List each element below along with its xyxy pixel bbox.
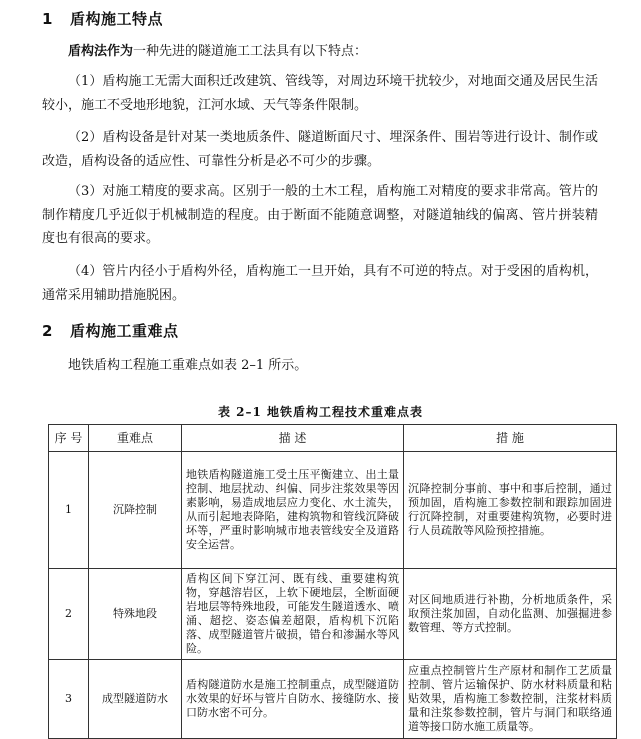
section-1-heading	[42, 8, 163, 29]
row-desc: 盾构区间下穿江河、既有线、重要建构筑物，穿越溶岩区，上软下硬地层，全断面硬岩地层等特殊地段，可能发生隧道透水、喷涌、超挖、姿态偏差超限，盾构机下沉陷落、成型隧道管片破损，错台和渗漏水等风险。	[182, 569, 404, 660]
header-point: 重难点	[89, 425, 182, 452]
section-2-paragraph: 地铁盾构工程施工重难点如表 2–1 所示。	[68, 358, 308, 373]
point-2-paragraph: （2）盾构设备是针对某一类地质条件、隧道断面尺寸、埋深条件、围岩等进行设计、制作或改造，盾构设备的适应性、可靠性分析是必不可少的步骤。	[42, 130, 598, 169]
row-point: 特殊地段	[89, 569, 182, 660]
table-row	[49, 569, 617, 660]
table-caption: 表 2–1 地铁盾构工程技术重难点表	[217, 405, 424, 419]
intro-text: 一种先进的隧道施工工法具有以下特点：	[133, 44, 368, 59]
intro-paragraph	[42, 40, 598, 64]
point-3-paragraph: （3）对施工精度的要求高。区别于一般的土木工程，盾构施工对精度的要求非常高。管片的制作精度几乎近似于机械制造的程度。由于断面不能随意调整，对隧道轴线的偏离、管片拼装精度也有很高的要求。	[42, 184, 598, 246]
intro-lead: 盾构法作为	[68, 44, 134, 59]
section-2-title: 盾构施工重难点	[70, 322, 179, 340]
header-desc: 描 述	[182, 425, 404, 452]
row-measure: 应重点控制管片生产原材和制作工艺质量控制、管片运输保护、防水材料质量和粘贴效果，盾构施工参数控制，注浆材料质量和注浆参数控制，管片与洞门和联络通道等接口防水施工质量等。	[404, 660, 617, 739]
row-no: 3	[49, 660, 89, 739]
row-measure: 对区间地质进行补勘，分析地质条件，采取预注浆加固，自动化监测、加强掘进参数管理、等方式控制。	[404, 569, 617, 660]
section-2-heading	[42, 320, 179, 341]
row-point: 成型隧道防水	[89, 660, 182, 739]
section-1-title: 盾构施工特点	[70, 10, 164, 28]
table-header-row	[49, 425, 617, 452]
row-desc: 地铁盾构隧道施工受土压平衡建立、出土量控制、地层扰动、纠偏、同步注浆效果等因素影响，易造成地层应力变化、水土流失，从而引起地表降陷，建构筑物和管线沉降破坏等，严重时影响城市地表管线安全及道路安全运营。	[182, 452, 404, 569]
section-1-number: 1	[42, 10, 53, 28]
row-no: 1	[49, 452, 89, 569]
table-row	[49, 660, 617, 739]
table-row	[49, 452, 617, 569]
row-measure: 沉降控制分事前、事中和事后控制，通过预加固，盾构施工参数控制和跟踪加固进行沉降控制，对重要建构筑物，必要时进行人员疏散等风险预控措施。	[404, 452, 617, 569]
header-no: 序 号	[49, 425, 89, 452]
point-4-paragraph: （4）管片内径小于盾构外径，盾构施工一旦开始，具有不可逆的特点。对于受困的盾构机，通常采用辅助措施脱困。	[42, 264, 598, 303]
row-point: 沉降控制	[89, 452, 182, 569]
difficulty-table	[48, 424, 617, 739]
row-no: 2	[49, 569, 89, 660]
header-measure: 措 施	[404, 425, 617, 452]
point-1-paragraph: （1）盾构施工无需大面积迁改建筑、管线等，对周边环境干扰较少，对地面交通及居民生活较小，施工不受地形地貌，江河水域、天气等条件限制。	[42, 74, 598, 113]
row-desc: 盾构隧道防水是施工控制重点，成型隧道防水效果的好坏与管片自防水、接缝防水、接口防水密不可分。	[182, 660, 404, 739]
section-2-number: 2	[42, 322, 53, 340]
